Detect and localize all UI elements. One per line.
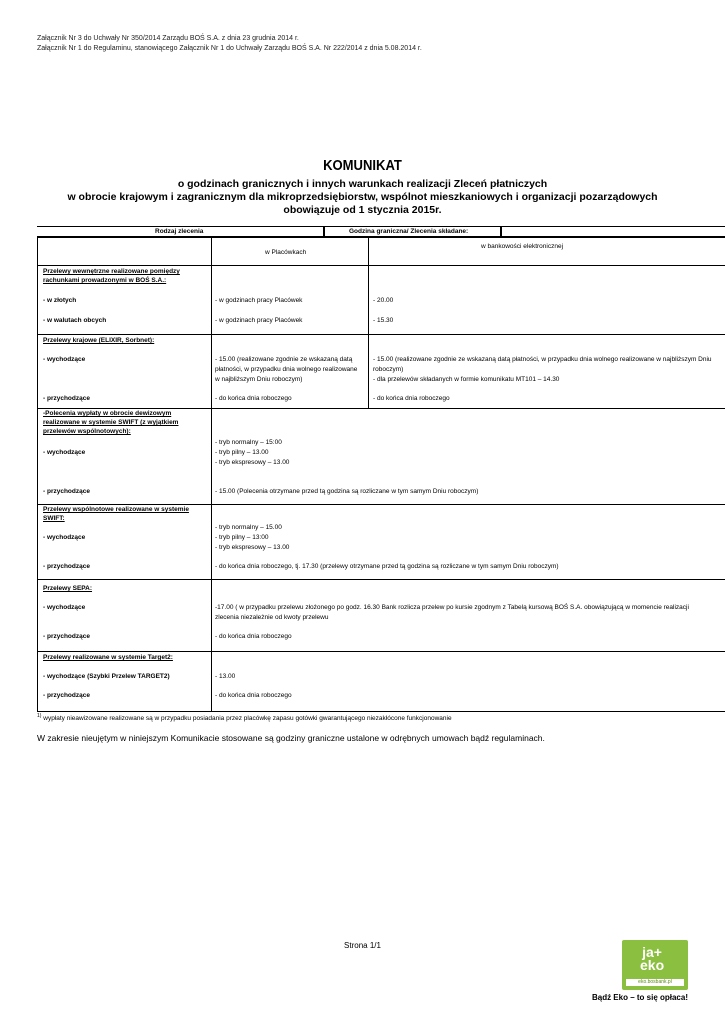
- cell-swift-in: - 15.00 (Polecenia otrzymane przed tą godzina są rozliczane w tym samym Dniu roboczym): [215, 488, 479, 495]
- column-header-online: w bankowości elektronicznej: [481, 243, 564, 250]
- ja-eko-logo: [622, 940, 688, 990]
- logo-url: eko.bosbank.pl: [626, 979, 684, 986]
- footnote: [37, 713, 452, 722]
- closing-note: W zakresie nieujętym w niniejszym Komunikacie stosowane są godziny graniczne ustalone w odrębnych umowach bądź regulaminach.: [37, 733, 545, 743]
- row-label-target2-out: - wychodzące (Szybki Przelew TARGET2): [43, 673, 170, 680]
- page-title: KOMUNIKAT: [323, 158, 402, 174]
- cell-swift-normal: - tryb normalny – 15:00: [215, 439, 282, 446]
- row-label-fx: - w walutach obcych: [43, 317, 107, 324]
- page-number: Strona 1/1: [344, 941, 381, 950]
- cell-pln-branch: - w godzinach pracy Placówek: [215, 297, 303, 304]
- cell-pln-online: - 20.00: [373, 297, 394, 304]
- footnote-mark: 1): [37, 713, 42, 719]
- document-header: [37, 34, 422, 54]
- table-bottom-border: [37, 711, 725, 712]
- column-header-branch: w Placówkach: [265, 249, 307, 256]
- section-domestic-heading: Przelewy krajowe (ELIXIR, Sorbnet):: [43, 337, 155, 344]
- row-label-incoming: - przychodzące: [43, 488, 90, 495]
- row-label-pln: - w złotych: [43, 297, 77, 304]
- section-swift-heading: -Polecenia wypłaty w obrocie dewizowym realizowane w systemie SWIFT (z wyjątkiem przelewów wspólnotowych):: [43, 410, 179, 435]
- logo-text-bottom: eko: [640, 957, 665, 973]
- row-label-outgoing: - wychodzące: [43, 534, 86, 541]
- cell-swift-express: - tryb ekspresowy – 13.00: [215, 459, 290, 466]
- cell-domestic-out-online: - 15.00 (realizowane zgodnie ze wskazaną datą płatności, w przypadku dnia wolnego realizowane w najbliższym Dniu roboczym): [373, 356, 712, 373]
- column-divider-2: [368, 238, 369, 408]
- row-label-incoming: - przychodzące: [43, 692, 90, 699]
- cell-community-normal: - tryb normalny – 15.00: [215, 524, 282, 531]
- section-sepa-heading: Przelewy SEPA:: [43, 585, 93, 592]
- header-divider-1: [323, 226, 325, 238]
- cell-community-in: - do końca dnia roboczego, tj. 17.30 (przelewy otrzymane przed tą godzina są rozliczane w tym samym Dniu roboczym): [215, 563, 559, 570]
- cell-sepa-out: -17.00 ( w przypadku przelewu złożonego po godz. 16.30 Bank rozlicza przelew po kursie zgodnym z Tabelą kursową BOŚ S.A. obowiązującą w momencie realizacji zlecenia niezależnie od kwoty przelewu: [215, 604, 689, 621]
- slogan: Bądź Eko – to się opłaca!: [591, 993, 688, 1002]
- column-divider-1: [211, 238, 212, 712]
- cell-sepa-in: - do końca dnia roboczego: [215, 633, 292, 640]
- cutoff-table: [37, 226, 725, 712]
- header-divider-2: [500, 226, 502, 238]
- subtitle-line-3: obowiązuje od 1 stycznia 2015r.: [283, 204, 442, 216]
- section-internal-heading: Przelewy wewnętrzne realizowane pomiędzy rachunkami prowadzonymi w BOŚ S.A.:: [43, 268, 180, 284]
- row-separator: [37, 265, 725, 266]
- row-separator: [37, 579, 725, 580]
- cell-fx-online: - 15.30: [373, 317, 394, 324]
- row-label-outgoing: - wychodzące: [43, 604, 86, 611]
- table-left-border: [37, 238, 38, 712]
- subtitle-line-1: o godzinach granicznych i innych warunkach realizacji Zleceń płatniczych: [177, 178, 548, 190]
- cell-target2-out: - 13.00: [215, 673, 236, 680]
- row-label-incoming: - przychodzące: [43, 633, 90, 640]
- cell-domestic-out-branch: - 15.00 (realizowane zgodnie ze wskazaną datą płatności, w przypadku dnia wolnego realizowane w najbliższym Dniu roboczym): [215, 356, 358, 383]
- cell-domestic-in-online: - do końca dnia roboczego: [373, 395, 450, 402]
- header-order-type: Rodzaj zlecenia: [155, 228, 204, 235]
- cell-domestic-mt101: - dla przelewów składanych w formie komunikatu MT101 – 14.30: [373, 376, 560, 383]
- cell-community-express: - tryb ekspresowy – 13.00: [215, 544, 290, 551]
- cell-swift-urgent: - tryb pilny – 13.00: [215, 449, 269, 456]
- row-label-outgoing: - wychodzące: [43, 449, 86, 456]
- logo-text-top: ja+: [642, 944, 662, 960]
- cell-domestic-in-branch: - do końca dnia roboczego: [215, 395, 292, 402]
- subtitle-line-2: w obrocie krajowym i zagranicznym dla mikroprzedsiębiorstw, wspólnot mieszkaniowych i organizacji pozarządowych: [67, 191, 658, 203]
- footnote-text: wypłaty nieawizowane realizowane są w przypadku posiadania przez placówkę zapasu gotówki gwarantującego niezakłócone funkcjonowanie: [41, 715, 452, 723]
- section-target2-heading: Przelewy realizowane w systemie Target2:: [43, 654, 173, 661]
- section-community-heading: Przelewy wspólnotowe realizowane w systemie SWIFT:: [43, 506, 189, 522]
- subtitle: [0, 178, 725, 217]
- row-label-incoming: - przychodzące: [43, 395, 90, 402]
- header-line-1: Załącznik Nr 3 do Uchwały Nr 350/2014 Zarządu BOŚ S.A. z dnia 23 grudnia 2014 r.: [37, 35, 299, 42]
- header-cutoff: Godzina graniczna/ Zlecenia składane:: [349, 228, 469, 235]
- row-separator: [37, 651, 725, 652]
- row-label-outgoing: - wychodzące: [43, 356, 86, 363]
- header-band-bottom: [37, 236, 725, 238]
- row-label-incoming: - przychodzące: [43, 563, 90, 570]
- cell-community-urgent: - tryb pilny – 13:00: [215, 534, 269, 541]
- logo-text: [640, 946, 664, 972]
- table-top-border: [37, 226, 725, 227]
- header-line-2: Załącznik Nr 1 do Regulaminu, stanowiącego Załącznik Nr 1 do Uchwały Zarządu BOŚ S.A. Nr 222/2014 z dnia 5.08.2014 r.: [37, 45, 422, 52]
- cell-fx-branch: - w godzinach pracy Placówek: [215, 317, 303, 324]
- cell-target2-in: - do końca dnia roboczego: [215, 692, 292, 699]
- row-separator: [37, 334, 725, 335]
